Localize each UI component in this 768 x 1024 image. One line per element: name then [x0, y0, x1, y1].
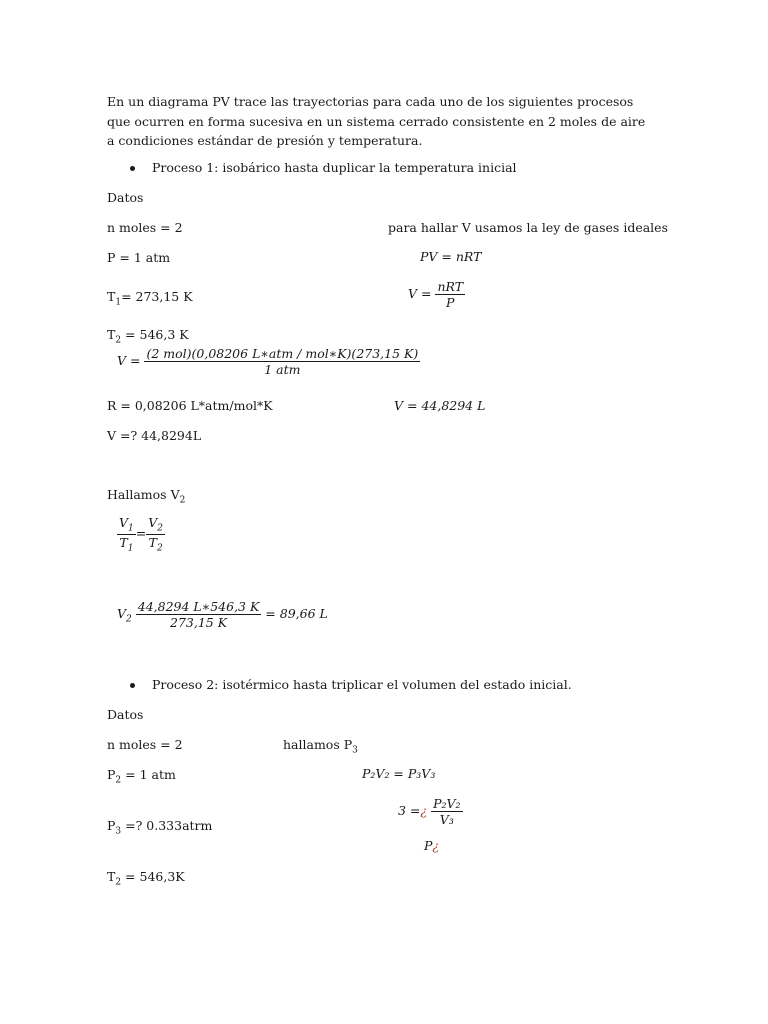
- p3-formula-denominator: P¿: [424, 838, 440, 853]
- p3-formula: 3 =¿ $\frac{\text{P₂V₂}}{\text{V₃}}$: [398, 796, 461, 827]
- charles-law-ratio: $\frac{V_1}{T_1}$ = $\frac{V_2}{T_2}$: [119, 515, 164, 553]
- n-moles: n moles = 2: [107, 220, 183, 235]
- intro-paragraph: En un diagrama PV trace las trayectorias para cada uno de los siguientes procesos que ocurren en forma sucesiva en un sistema cerrado consistente en 2 moles de aire a condiciones estándar de presión y temperatura.: [107, 94, 646, 148]
- hallamos-v2: Hallamos $V_2$: [107, 487, 186, 506]
- volume-result: V = 44,8294 L: [394, 398, 486, 413]
- proceso2-heading: Proceso 2: isotérmico hasta triplicar el volumen del estado inicial.: [152, 677, 572, 692]
- datos-label: Datos: [107, 190, 144, 205]
- datos-label: Datos: [107, 707, 144, 722]
- volume-value: V =? 44,8294L: [107, 428, 202, 443]
- t2-value: $T_2 = 546,3$ K: [107, 327, 189, 346]
- pressure: P = 1 atm: [107, 250, 171, 265]
- volume-calculation: V = $\frac{\text{(2 mol)(0,08206 L∗atm / mol∗K)(273,15 K)}}{\text{1 atm}}$: [117, 346, 419, 377]
- proceso1-heading: Proceso 1: isobárico hasta duplicar la temperatura inicial: [152, 160, 517, 175]
- n-moles: n moles = 2: [107, 737, 183, 752]
- p3-value: $P_3$ =? 0.333atrm: [107, 818, 213, 837]
- t2-isothermal: $T_2 = 546,3K$: [107, 869, 185, 888]
- boyle-law-equation: P₂V₂ = P₃V₃: [362, 766, 436, 781]
- ideal-gas-equation: PV = nRT: [420, 249, 482, 264]
- v-formula: V = $\frac{\text{nRT}}{P}$: [408, 279, 464, 310]
- bullet-dot: [130, 683, 135, 688]
- t1-value: $T_1= 273,15$ K: [107, 289, 193, 308]
- gas-constant: R = 0,08206 L*atm/mol*K: [107, 398, 273, 413]
- ideal-gas-hint: para hallar V usamos la ley de gases ideales: [388, 220, 668, 235]
- hallamos-p3: hallamos $P_3$: [283, 737, 358, 756]
- v2-calculation: $V_2$ $\frac{44,8294 L∗546,3 K}{273,15 K}$ = 89,66 L: [117, 599, 328, 630]
- bullet-dot: [130, 166, 135, 171]
- p2-value: $P_2 = 1$ atm: [107, 767, 176, 786]
